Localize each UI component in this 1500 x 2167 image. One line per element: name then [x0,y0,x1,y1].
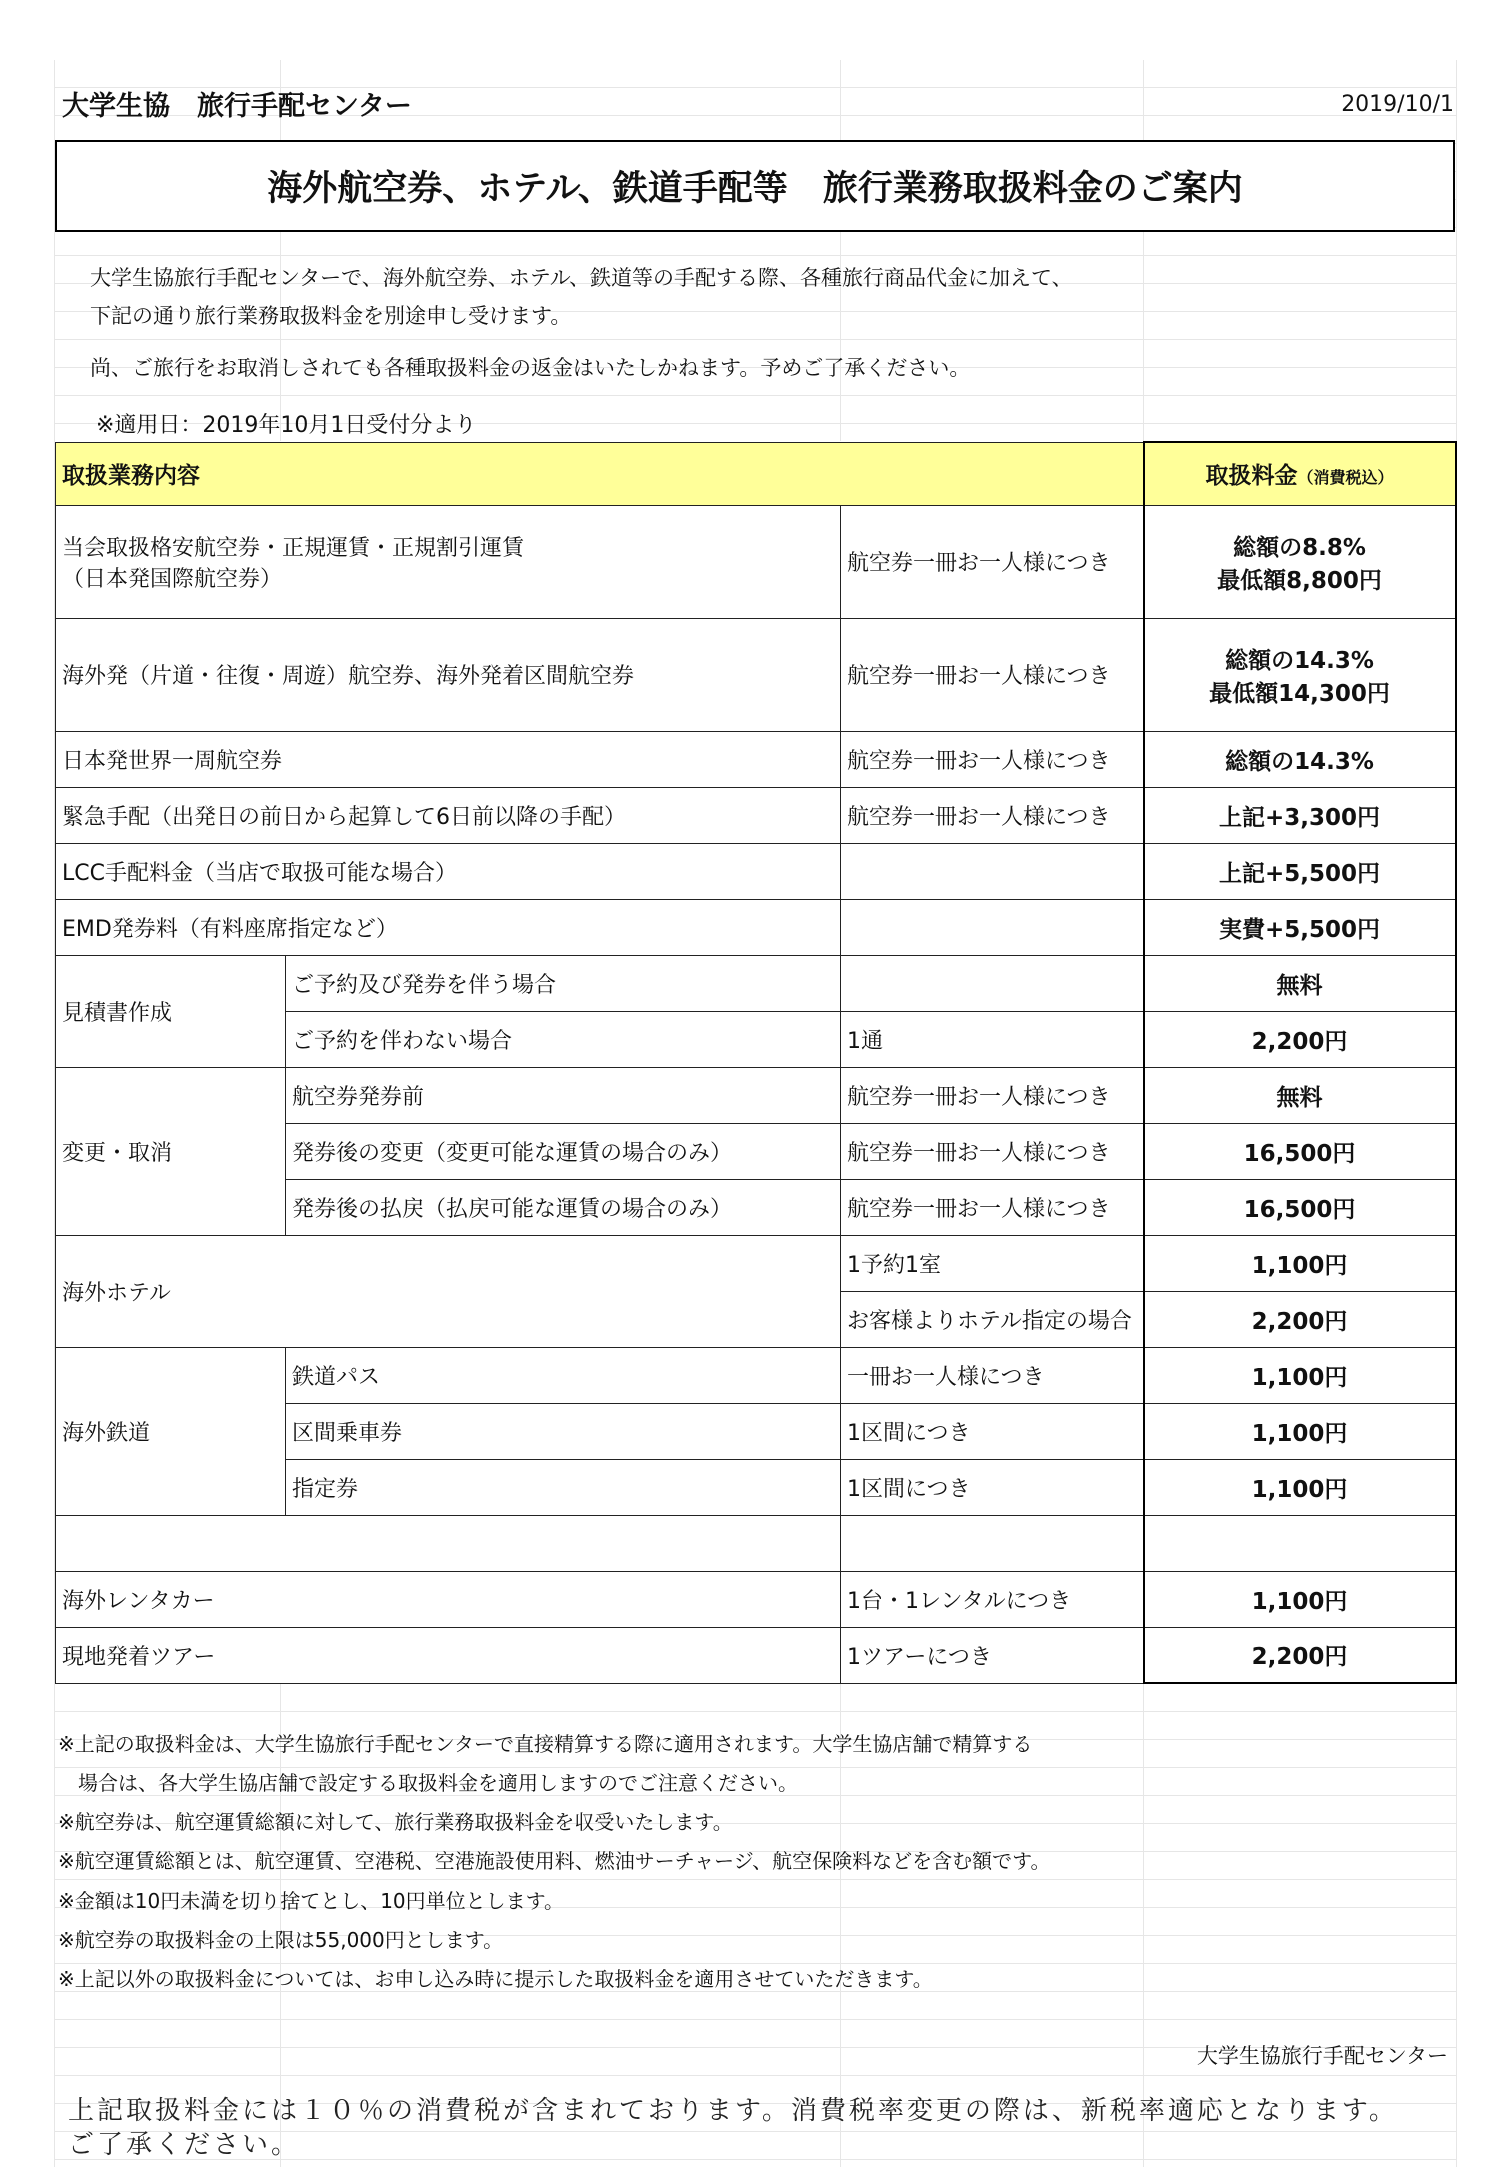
table-header-row [56,442,1456,505]
fee-cell: 1,100円 [1144,1235,1456,1291]
fee-text: 最低額8,800円 [1217,567,1382,594]
fee-cell: 2,200円 [1144,1627,1456,1683]
fee-cell: 1,100円 [1144,1347,1456,1403]
service-cell [56,505,841,618]
unit-cell: 航空券一冊お一人様につき [841,618,1144,731]
unit-cell: お客様よりホテル指定の場合 [841,1291,1144,1347]
unit-cell: 航空券一冊お一人様につき [841,731,1144,787]
fee-cell: 2,200円 [1144,1291,1456,1347]
unit-cell [841,843,1144,899]
sub-service-cell: 航空券発券前 [286,1067,841,1123]
header-fee-note: （消費税込） [1297,468,1394,488]
fee-cell: 上記+3,300円 [1144,787,1456,843]
page-title: 海外航空券、ホテル、鉄道手配等 旅行業務取扱料金のご案内 [55,140,1455,232]
fee-cell: 1,100円 [1144,1403,1456,1459]
table-row [56,843,1456,899]
service-cell: 緊急手配（出発日の前日から起算して6日前以降の手配） [56,787,841,843]
service-cell: EMD発券料（有料座席指定など） [56,899,841,955]
fee-cell: 16,500円 [1144,1123,1456,1179]
table-row [56,1067,1456,1123]
fee-table [55,441,1457,1684]
issue-date: 2019/10/1 [1341,92,1454,117]
fee-cell: 上記+5,500円 [1144,843,1456,899]
unit-cell: 1区間につき [841,1403,1144,1459]
service-cell: 海外レンタカー [56,1571,841,1627]
sub-service-cell: ご予約及び発券を伴う場合 [286,955,841,1011]
unit-cell: 1区間につき [841,1459,1144,1515]
unit-cell: 1通 [841,1011,1144,1067]
intro-line: 大学生協旅行手配センターで、海外航空券、ホテル、鉄道等の手配する際、各種旅行商品代金に加えて、 [90,266,1073,290]
unit-cell: 航空券一冊お一人様につき [841,505,1144,618]
fee-cell: 実費+5,500円 [1144,899,1456,955]
service-cell: LCC手配料金（当店で取扱可能な場合） [56,843,841,899]
note-line: ※航空券は、航空運賃総額に対して、旅行業務取扱料金を収受いたします。 [58,1810,733,1834]
group-cell: 海外鉄道 [56,1347,286,1515]
fee-cell [1144,505,1456,618]
fee-text: 総額の8.8% [1233,534,1366,561]
fee-cell: 16,500円 [1144,1179,1456,1235]
note-line: ※上記の取扱料金は、大学生協旅行手配センターで直接精算する際に適用されます。大学生協店舗で精算する [58,1732,1033,1756]
unit-cell: 航空券一冊お一人様につき [841,787,1144,843]
service-cell: 海外発（片道・往復・周遊）航空券、海外発着区間航空券 [56,618,841,731]
header-fee [1144,442,1456,505]
note-line: 場合は、各大学生協店舗で設定する取扱料金を適用しますのでご注意ください。 [58,1771,798,1795]
sub-service-cell: ご予約を伴わない場合 [286,1011,841,1067]
table-row [56,505,1456,618]
table-row [56,1347,1456,1403]
sub-service-cell: 鉄道パス [286,1347,841,1403]
empty-cell [1144,1515,1456,1571]
table-row [56,1235,1456,1291]
service-cell: 日本発世界一周航空券 [56,731,841,787]
intro-line: 下記の通り旅行業務取扱料金を別途申し受けます。 [90,304,572,328]
group-cell: 見積書作成 [56,955,286,1067]
sub-service-cell: 区間乗車券 [286,1403,841,1459]
note-line: ※金額は10円未満を切り捨てとし、10円単位とします。 [58,1889,565,1913]
tax-note-line: 上記取扱料金には１０％の消費税が含まれております。消費税率変更の際は、新税率適応となります。 [68,2096,1398,2126]
fee-text: 総額の14.3% [1225,647,1374,674]
applied-date: ※適用日：2019年10月1日受付分より [96,413,477,438]
unit-cell: 航空券一冊お一人様につき [841,1067,1144,1123]
table-row-empty [56,1515,1456,1571]
sub-service-cell: 指定券 [286,1459,841,1515]
sub-service-cell: 発券後の払戻（払戻可能な運賃の場合のみ） [286,1179,841,1235]
table-row [56,899,1456,955]
empty-cell [841,1515,1144,1571]
intro-line: 尚、ご旅行をお取消しされても各種取扱料金の返金はいたしかねます。予めご了承ください。 [90,356,971,380]
unit-cell [841,899,1144,955]
note-line: ※航空運賃総額とは、航空運賃、空港税、空港施設使用料、燃油サーチャージ、航空保険料などを含む額です。 [58,1849,1051,1873]
table-row [56,1571,1456,1627]
table-row [56,618,1456,731]
fee-cell: 総額の14.3% [1144,731,1456,787]
empty-cell [56,1515,841,1571]
table-row [56,787,1456,843]
tax-note-line: ご了承ください。 [68,2130,301,2160]
organization-name: 大学生協 旅行手配センター [62,91,412,122]
fee-cell: 2,200円 [1144,1011,1456,1067]
note-line: ※航空券の取扱料金の上限は55,000円とします。 [58,1928,504,1952]
fee-cell [1144,618,1456,731]
unit-cell: 一冊お一人様につき [841,1347,1144,1403]
table-row [56,731,1456,787]
unit-cell: 1ツアーにつき [841,1627,1144,1683]
note-line: ※上記以外の取扱料金については、お申し込み時に提示した取扱料金を適用させていただきます。 [58,1967,933,1991]
header-fee-label: 取扱料金 [1205,463,1298,490]
fee-text: 最低額14,300円 [1209,680,1390,707]
table-row [56,1627,1456,1683]
unit-cell: 航空券一冊お一人様につき [841,1123,1144,1179]
header-service: 取扱業務内容 [56,442,1144,505]
group-cell: 海外ホテル [56,1235,841,1347]
fee-cell: 1,100円 [1144,1459,1456,1515]
sub-service-cell: 発券後の変更（変更可能な運賃の場合のみ） [286,1123,841,1179]
service-text: （日本発国際航空券） [62,566,283,592]
service-cell: 現地発着ツアー [56,1627,841,1683]
unit-cell: 1予約1室 [841,1235,1144,1291]
footer-organization: 大学生協旅行手配センター [1196,2044,1448,2068]
fee-cell: 無料 [1144,1067,1456,1123]
fee-cell: 無料 [1144,955,1456,1011]
unit-cell [841,955,1144,1011]
unit-cell: 航空券一冊お一人様につき [841,1179,1144,1235]
service-text: 当会取扱格安航空券・正規運賃・正規割引運賃 [62,535,525,561]
table-row [56,955,1456,1011]
fee-cell: 1,100円 [1144,1571,1456,1627]
group-cell: 変更・取消 [56,1067,286,1235]
unit-cell: 1台・1レンタルにつき [841,1571,1144,1627]
